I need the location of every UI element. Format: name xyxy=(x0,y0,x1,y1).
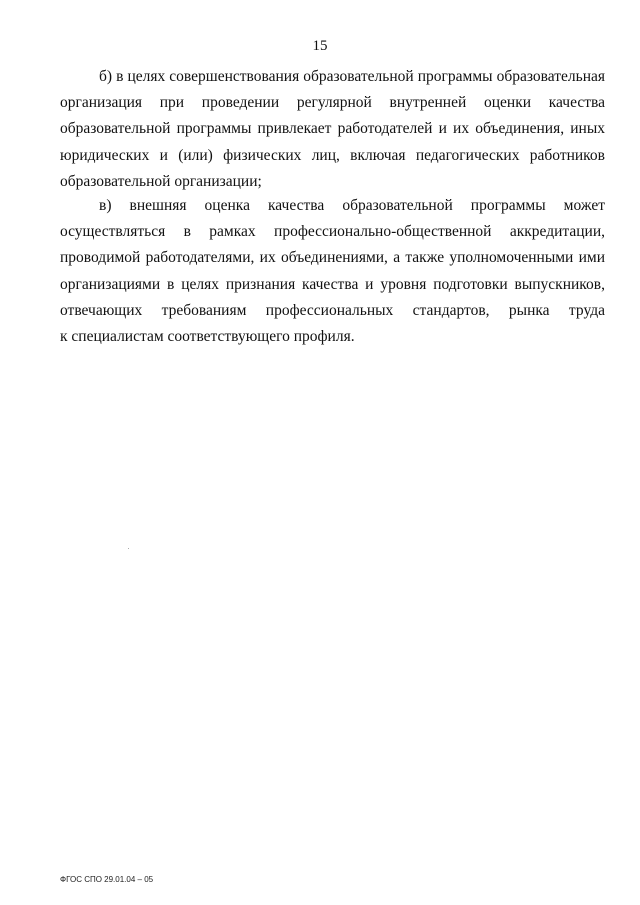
text-line: организация при проведении регулярной внутренней оценки качества xyxy=(60,94,605,112)
text-line: в) внешняя оценка качества образовательной программы может xyxy=(99,197,605,214)
text-line: осуществляться в рамках профессионально-общественной аккредитации, xyxy=(60,223,605,241)
paragraph-b xyxy=(60,64,605,195)
text-line: отвечающих требованиям профессиональных стандартов, рынка труда xyxy=(60,301,605,319)
text-line: образовательной программы привлекает работодателей и их объединения, иных xyxy=(60,120,605,138)
text-line: образовательной организации; xyxy=(60,172,262,190)
page-number: 15 xyxy=(312,38,328,54)
scan-artifact xyxy=(128,548,129,549)
text-line: юридических и (или) физических лиц, включая педагогических работников xyxy=(60,146,605,164)
text-line: б) в целях совершенствования образовательной программы образовательная xyxy=(99,68,605,85)
paragraph-v xyxy=(60,193,605,350)
text-line: проводимой работодателями, их объединениями, а также уполномоченными ими xyxy=(60,249,605,267)
text-line: к специалистам соответствующего профиля. xyxy=(60,328,355,346)
text-line: организациями в целях признания качества и уровня подготовки выпускников, xyxy=(60,275,605,293)
document-code-footer: ФГОС СПО 29.01.04 – 05 xyxy=(60,875,154,884)
